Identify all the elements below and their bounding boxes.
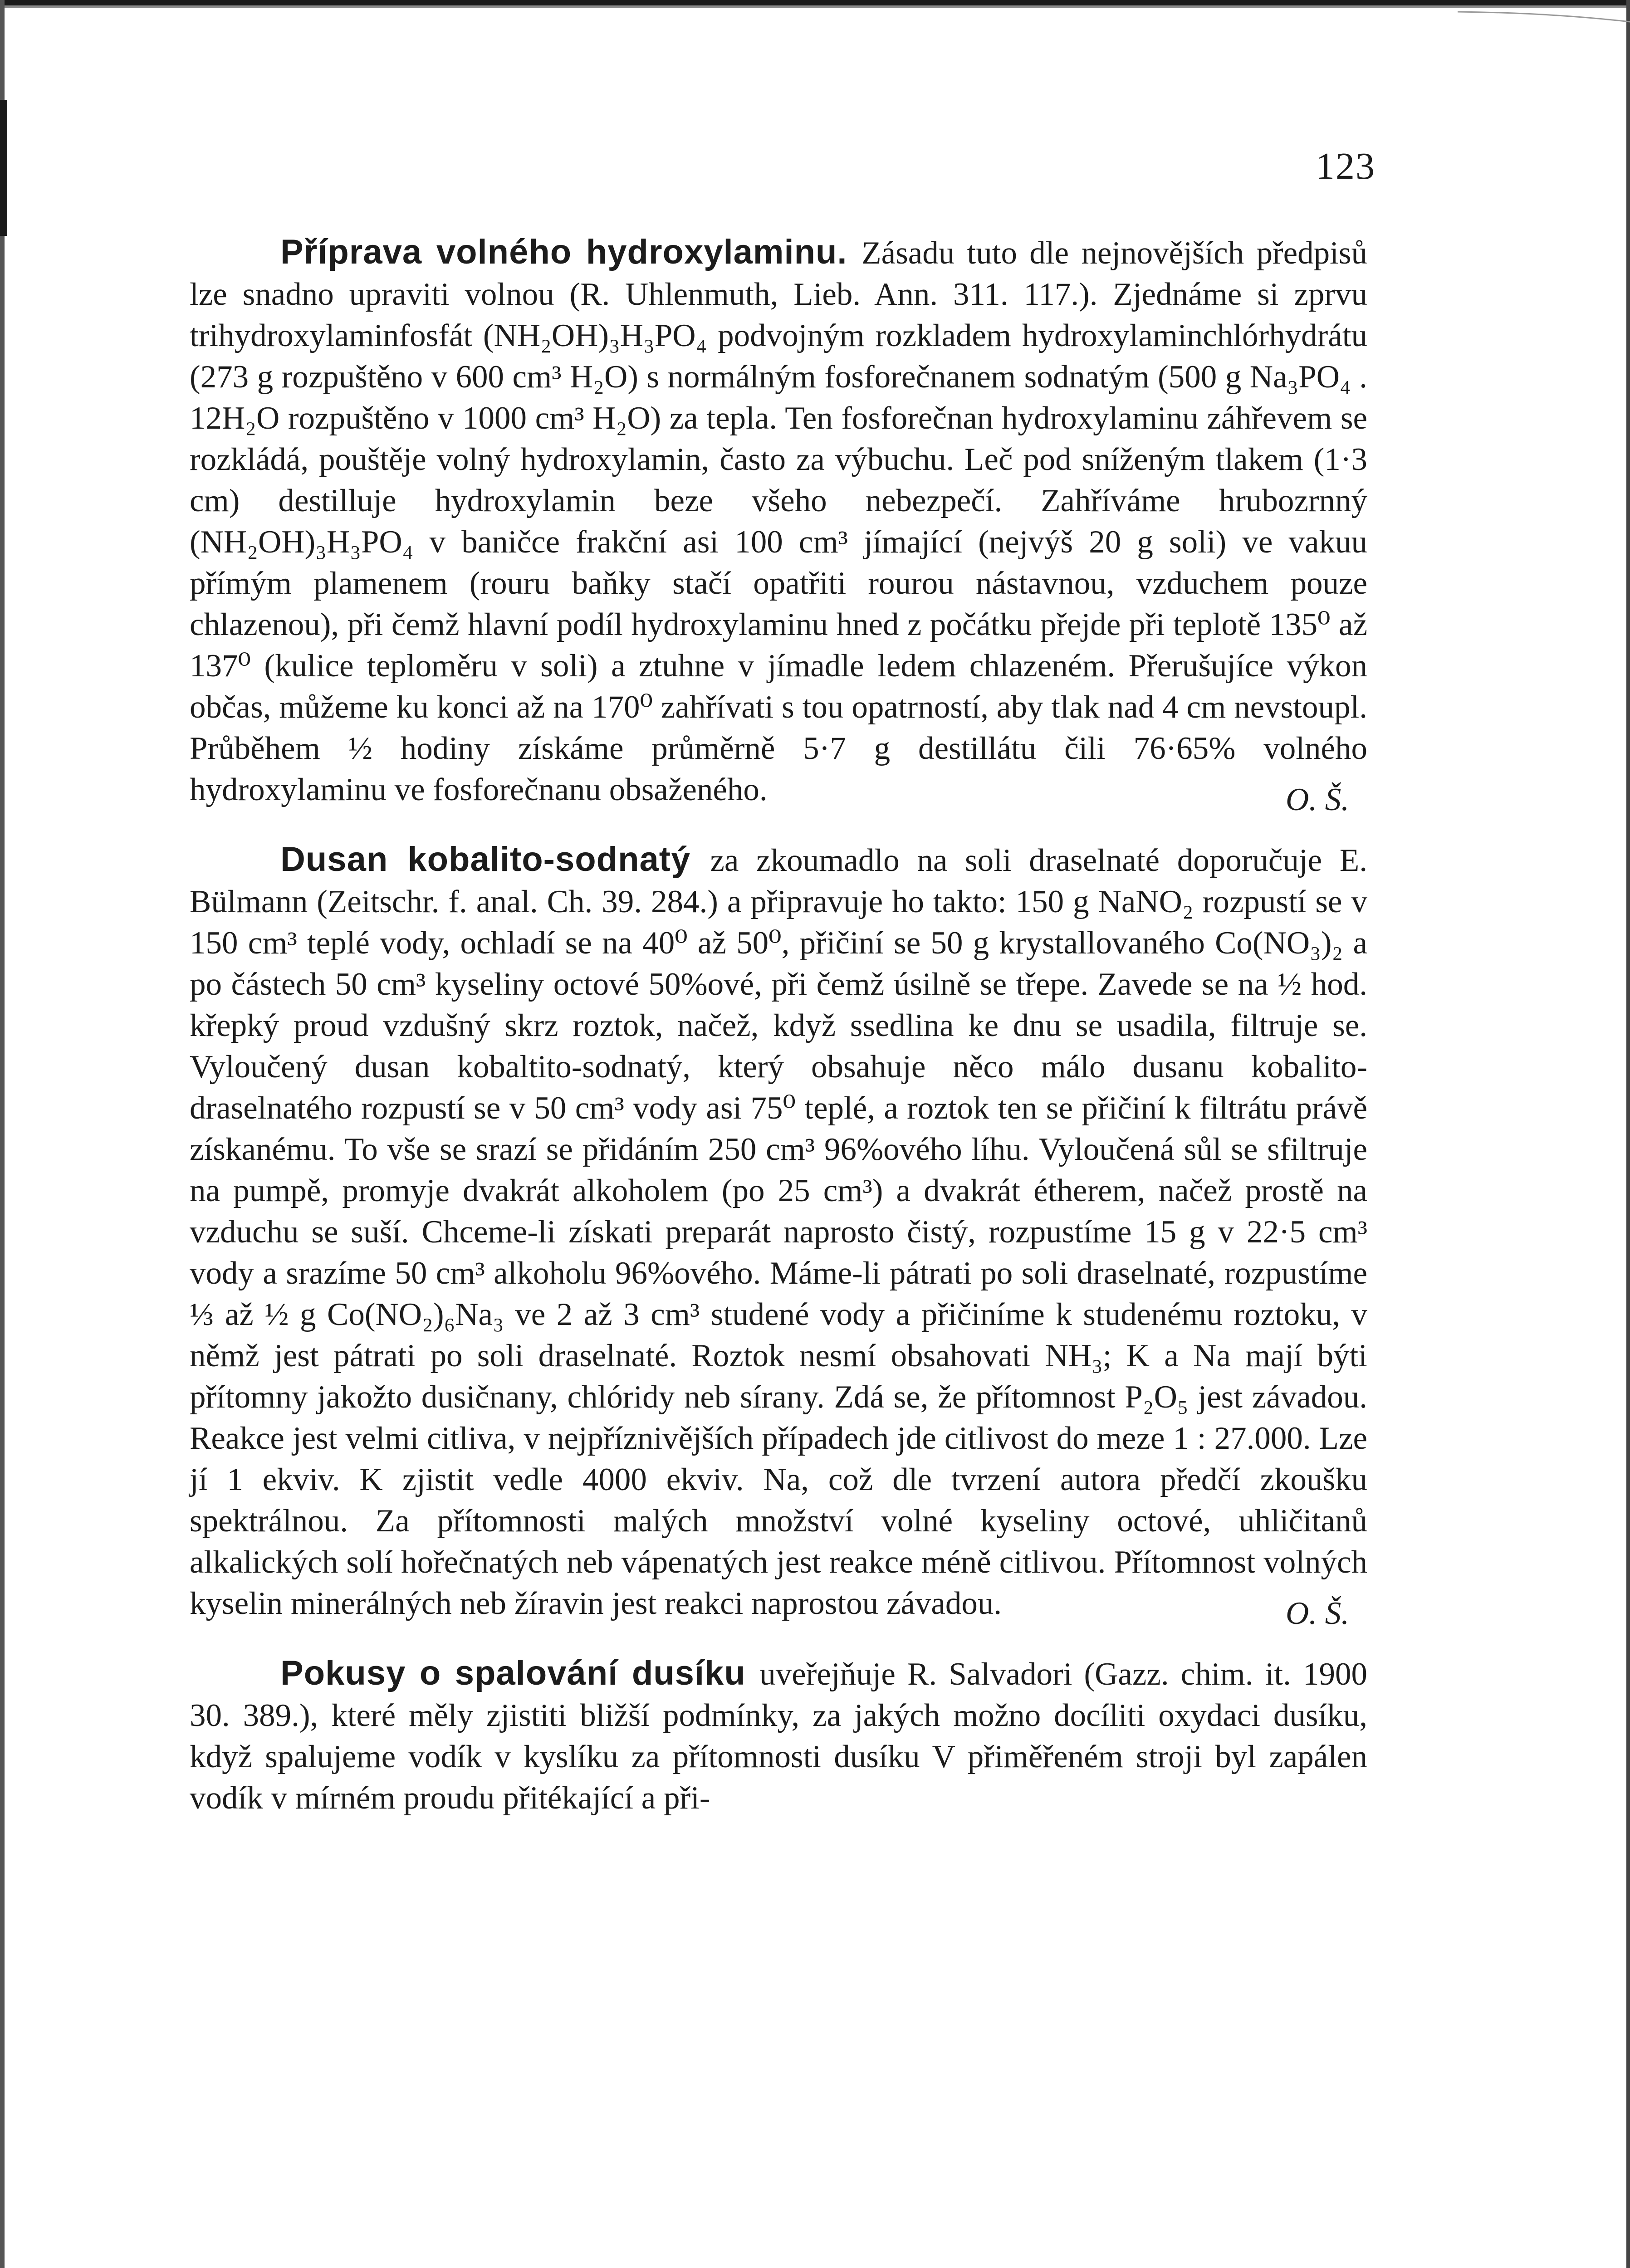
scan-border-top-shadow — [0, 5, 1630, 8]
page-number: 123 — [1316, 145, 1375, 187]
page-corner-curl — [1458, 8, 1630, 24]
section-cobalt-nitrite — [190, 839, 1367, 1624]
section-nitrogen-combustion — [190, 1652, 1367, 1819]
section-heading: Příprava volného hydroxylaminu. — [280, 233, 862, 271]
author-signature: O. Š. — [1285, 782, 1349, 817]
author-signature: O. Š. — [1285, 1596, 1349, 1631]
section-hydroxylamine — [190, 231, 1367, 811]
section-heading: Pokusy o spalování dusíku — [280, 1654, 760, 1692]
section-text: Zásadu tuto dle nejnovějších předpisů lze snadno upraviti volnou (R. Uhlenmuth, Lieb. Ann. 311. 117.). Zjednáme si zprvu trihydroxylaminfosfát (NH₂OH)₃H₃PO₄ podvojným rozkladem hydroxylaminchlórhydrátu (273 g rozpuštěno v 600 cm³ H₂O) s normálným fosforečnanem sodnatým (500 g Na₃PO₄ . 12H₂O rozpuštěno v 1000 cm³ H₂O) za tepla. Ten fosforečnan hydroxylaminu záhřevem se rozkládá, pouštěje volný hydroxylamin, často za výbuchu. Leč pod sníženým tlakem (1·3 cm) destilluje hydroxylamin beze všeho nebezpečí. Zahříváme hrubozrnný (NH₂OH)₃H₃PO₄ v baničce frakční asi 100 cm³ jímající (nejvýš 20 g soli) ve vakuu přímým plamenem (rouru baňky stačí opatřiti rourou nástavnou, vzduchem pouze chlazenou), při čemž hlavní podíl hydroxylaminu hned z počátku přejde při teplotě 135⁰ až 137⁰ (kulice teploměru v soli) a ztuhne v jímadle ledem chlazeném. Přerušujíce výkon občas, můžeme ku konci až na 170⁰ zahřívati s tou opatrností, aby tlak nad 4 cm nevstoupl. Průběhem ½ hodiny získáme průměrně 5·7 g destillátu čili 76·65% volného hydroxylaminu ve fosforečnanu obsaženého. — [190, 235, 1367, 807]
section-heading: Dusan kobalito-sodnatý — [280, 840, 710, 879]
section-text: za zkoumadlo na soli draselnaté doporučuje E. Bülmann (Zeitschr. f. anal. Ch. 39. 284.) a připravuje ho takto: 150 g NaNO₂ rozpustí se v 150 cm³ teplé vody, ochladí se na 40⁰ až 50⁰, přičiní se 50 g krystallovaného Co(NO₃)₂ a po částech 50 cm³ kyseliny octové 50%ové, při čemž úsilně se třepe. Zavede se na ½ hod. křepký proud vzdušný skrz roztok, načež, když ssedlina ke dnu se usadila, filtruje se. Vyloučený dusan kobaltito-sodnatý, který obsahuje něco málo dusanu kobalito-draselnatého rozpustí se v 50 cm³ vody asi 75⁰ teplé, a roztok ten se přičiní k filtrátu právě získanému. To vše se srazí se přidáním 250 cm³ 96%ového líhu. Vyloučená sůl se sfiltruje na pumpě, promyje dvakrát alkoholem (po 25 cm³) a dvakrát étherem, načež prostě na vzduchu se suší. Chceme-li získati preparát naprosto čistý, rozpustíme 15 g v 22·5 cm³ vody a srazíme 50 cm³ alkoholu 96%ového. Máme-li pátrati po soli draselnaté, rozpustíme ⅓ až ½ g Co(NO₂)₆Na₃ ve 2 až 3 cm³ studené vody a přičiníme k studenému roztoku, v němž jest pátrati po soli draselnaté. Roztok nesmí obsahovati NH₃; K a Na mají býti přítomny jakožto dusičnany, chlóridy neb sírany. Zdá se, že přítomnost P₂O₅ jest závadou. Reakce jest velmi citliva, v nejpříznivějších případech jde citlivost do meze 1 : 27.000. Lze jí 1 ekviv. K zjistit vedle 4000 ekviv. Na, což dle tvrzení autora předčí zkoušku spektrálnou. Za přítomnosti malých množství volné kyseliny octové, uhličitanů alkalických solí hořečnatých neb vápenatých jest reakce méně citlivou. Přítomnost volných kyselin minerálných neb žíravin jest reakci naprostou závadou. — [190, 843, 1367, 1621]
article-body — [190, 231, 1367, 1829]
scan-border-right — [1626, 0, 1630, 2268]
scan-binding-mark — [0, 100, 7, 236]
scan-border-top — [0, 0, 1630, 5]
scan-border-left — [0, 0, 5, 2268]
section-text: uveřejňuje R. Salvadori (Gazz. chim. it. 1900 30. 389.), které měly zjistiti bližší podmínky, za jakých možno docíliti oxydaci dusíku, když spalujeme vodík v kyslíku za přítomnosti dusíku V přiměřeném stroji byl zapálen vodík v mírném proudu přitékající a při- — [190, 1657, 1367, 1816]
